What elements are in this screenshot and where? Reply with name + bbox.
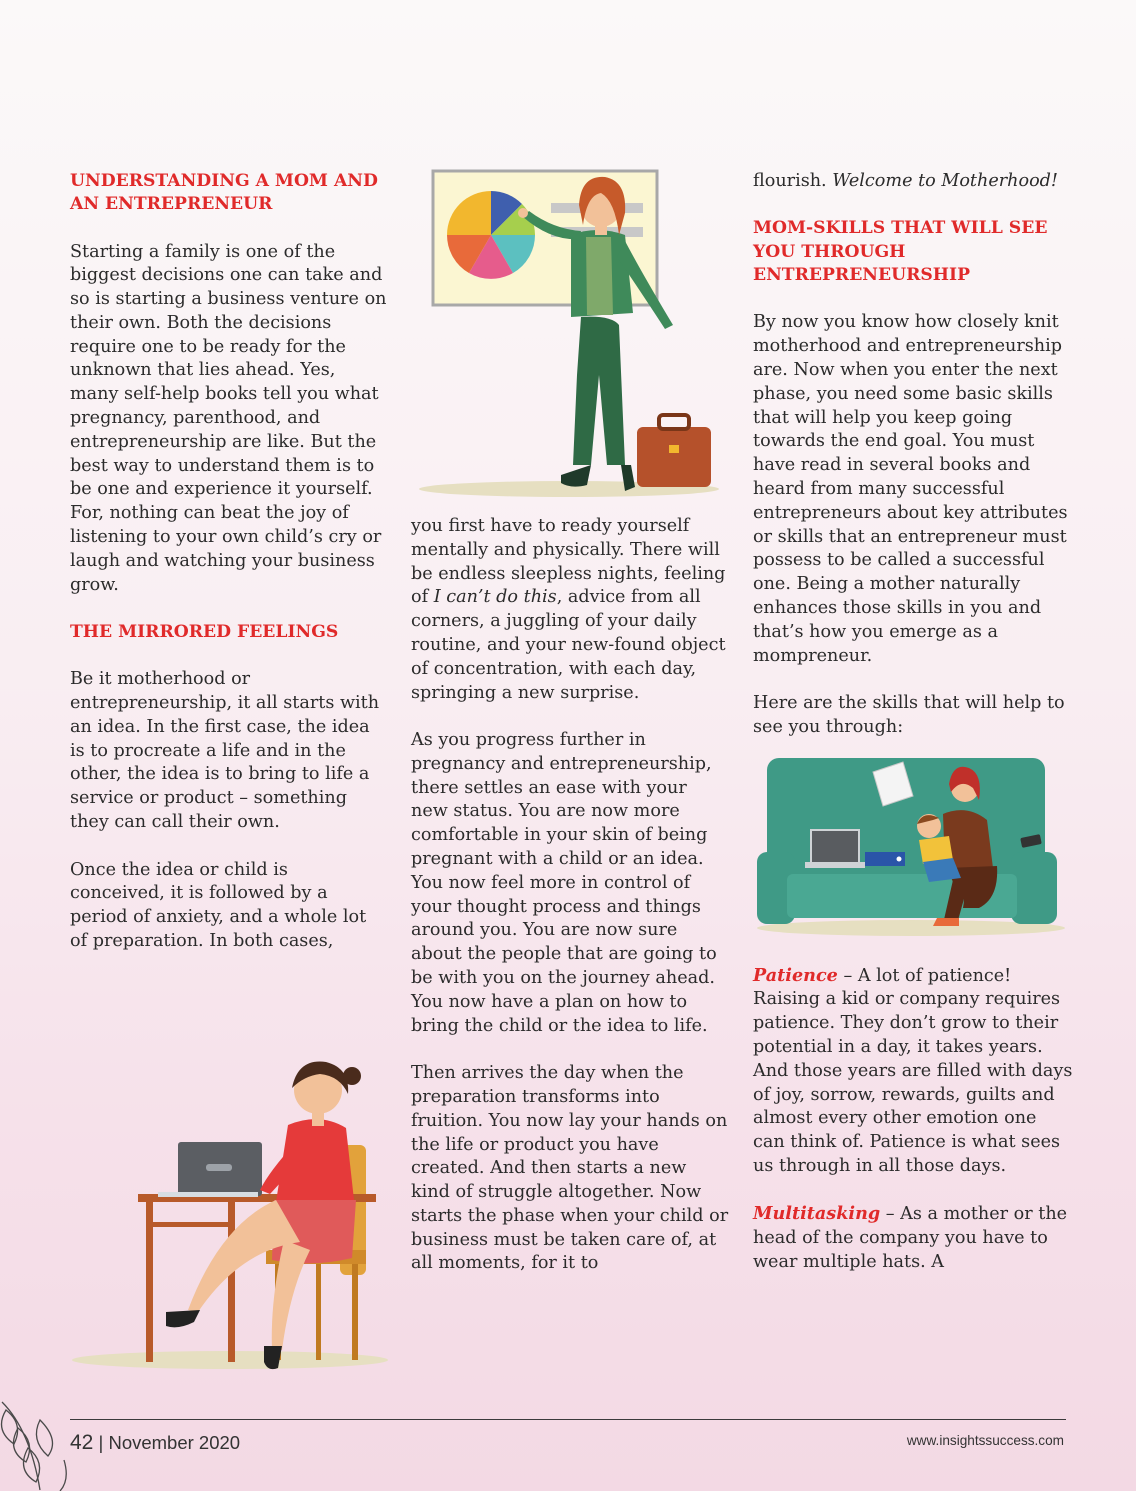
mother-child-sofa-illustration [753, 748, 1069, 938]
column-3 [753, 170, 1073, 1299]
paragraph: Then arrives the day when the preparation transforms into fruition. You now lay your hands on the life or product you have created. And then starts a new kind of struggle altogether. Now starts the phase when your child or business must be taken care of, at all moments, for it to [411, 1063, 729, 1274]
leaf-decoration-icon [0, 1400, 80, 1491]
section-heading-mom-skills: MOM-SKILLS THAT WILL SEE YOU THROUGH ENTREPRENEURSHIP [753, 218, 1048, 286]
paragraph-text: , advice from all corners, a juggling of your daily routine, and your new-found object of concentration, with each day, springing a new surprise. [411, 587, 726, 703]
paragraph: As you progress further in pregnancy and entrepreneurship, there settles an ease with your new status. You are now more comfortable in your skin of being pregnant with a child or an idea. You now feel more in control of your thought process and things around you. You are now sure about the people that are going to be with you on the journey ahead. You now have a plan on how to bring the child or the idea to life. [411, 730, 717, 1036]
paragraph-text: you first have to ready yourself mentally and physically. There will be endless sleepless nights, feeling of [411, 516, 726, 608]
issue-date: November 2020 [108, 1432, 241, 1453]
footer-divider [70, 1419, 1066, 1420]
section-heading-mirrored-feelings: THE MIRRORED FEELINGS [70, 622, 339, 643]
column-1 [70, 170, 388, 977]
paragraph-text: – A lot of patience! Raising a kid or company requires patience. They don’t grow to their potential in a day, it takes years. And those years are filled with days of joy, sorrow, rewards, guilts and almost every other emotion one can think of. Patience is what sees us through in all those days. [753, 965, 1073, 1176]
section-heading-understanding: UNDERSTANDING A MOM AND AN ENTREPRENEUR [70, 171, 378, 215]
paragraph: Here are the skills that will help to see you through: [753, 693, 1065, 737]
paragraph-text: – As a mother or the head of the company you have to wear multiple hats. A [753, 1204, 1068, 1273]
paragraph: Once the idea or child is conceived, it is followed by a period of anxiety, and a whole lot of preparation. In both cases, [70, 859, 367, 951]
emphasis-text: Welcome to Motherhood! [832, 171, 1059, 191]
paragraph-multitasking [753, 1202, 1073, 1274]
page-number: 42 [70, 1431, 94, 1454]
emphasis-text: I can’t do this [433, 587, 557, 608]
footer-left [70, 1431, 240, 1455]
column-2 [411, 515, 729, 1300]
woman-laptop-illustration [70, 1050, 392, 1372]
term-patience: Patience [753, 964, 838, 986]
website-link[interactable]: www.insightssuccess.com [906, 1433, 1064, 1448]
paragraph [411, 515, 729, 705]
footer-separator: | [98, 1432, 104, 1453]
paragraph [753, 170, 1073, 194]
term-multitasking: Multitasking [753, 1203, 881, 1225]
paragraph-text: flourish. [753, 171, 833, 191]
paragraph: Starting a family is one of the biggest decisions one can take and so is starting a business venture on their own. Both the decisions require one to be ready for the unknown that lies ahead. Yes, many self-help books tell you what pregnancy, parenthood, and entrepreneurship are like. But the best way to understand them is to be one and experience it yourself. For, nothing can beat the joy of listening to your own child’s cry or laugh and watching your business grow. [70, 241, 387, 595]
paragraph: Be it motherhood or entrepreneurship, it all starts with an idea. In the first case, the idea is to procreate a life and in the other, the idea is to bring to life a service or product – something they can call their own. [70, 669, 380, 833]
presenter-illustration [411, 165, 729, 500]
paragraph: By now you know how closely knit motherhood and entrepreneurship are. Now when you enter the next phase, you need some basic skills that will help you keep going towards the end goal. You must have read in several books and heard from many successful entrepreneurs about key attributes or skills that an entrepreneur must possess to be called a successful one. Being a mother naturally enhances those skills in you and that’s how you emerge as a mompreneur. [753, 312, 1068, 666]
paragraph-patience [753, 964, 1073, 1179]
